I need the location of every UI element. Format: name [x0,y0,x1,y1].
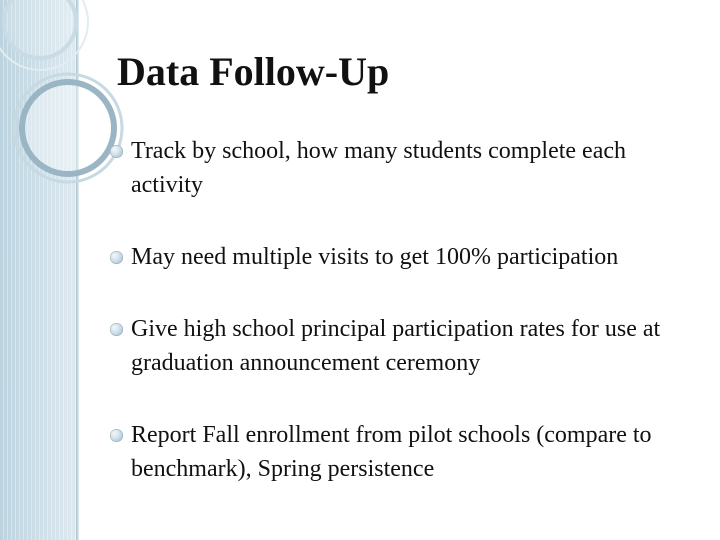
bullet-item [110,240,700,274]
bullet-text: May need multiple visits to get 100% participation [131,244,619,270]
bullet-text: Report Fall enrollment from pilot schools (compare to benchmark), Spring persistence [131,422,652,482]
bullet-list [110,134,700,486]
bullet-dot-icon [110,323,123,336]
bullet-dot-icon [110,145,123,158]
bullet-item [110,134,700,202]
bullet-text: Give high school principal participation rates for use at graduation announcement ceremony [131,316,661,376]
bullet-dot-icon [110,429,123,442]
ring-main-icon [22,82,114,174]
bullet-item [110,418,700,486]
slide-title: Data Follow-Up [117,49,390,94]
bullet-item [110,312,700,380]
bullet-text: Track by school, how many students complete each activity [131,138,627,198]
bullet-dot-icon [110,251,123,264]
ring-top-icon [4,0,76,58]
